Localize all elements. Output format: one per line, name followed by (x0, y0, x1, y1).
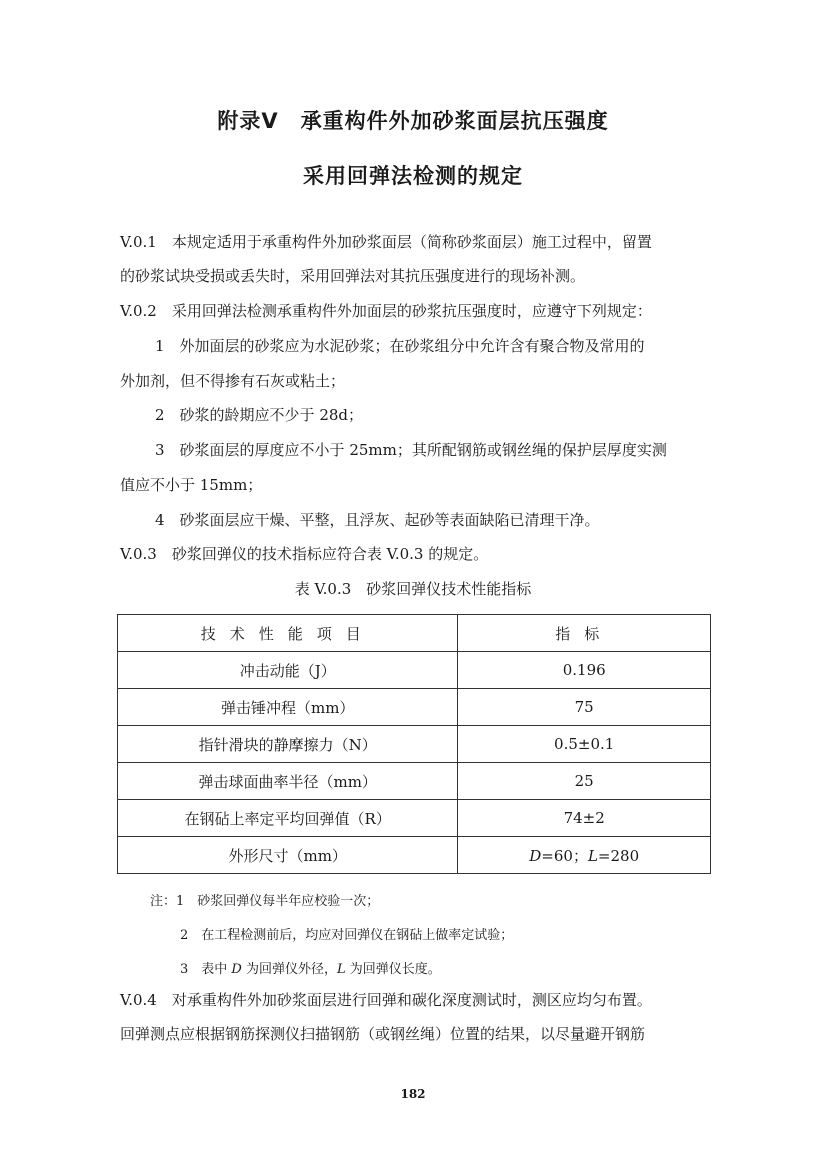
table-cell-item: 冲击动能（J） (118, 652, 458, 689)
symbol-l: L (587, 846, 598, 865)
spec-table (117, 614, 711, 874)
value-d: =60； (541, 846, 588, 865)
table-cell-value: 74±2 (458, 800, 711, 837)
value-l: =280 (597, 846, 640, 865)
table-note-1: 注：1 砂浆回弹仪每半年应校验一次； (150, 894, 380, 909)
item-4: 4 砂浆面层应干燥、平整，且浮灰、起砂等表面缺陷已清理干净。 (155, 511, 600, 529)
table-row (118, 689, 711, 726)
note3-text-a: 3 表中 (180, 962, 228, 977)
table-caption: 表 V.0.3 砂浆回弹仪技术性能指标 (294, 580, 532, 598)
item-3-line1: 3 砂浆面层的厚度应不小于 25mm；其所配钢筋或钢丝绳的保护层厚度实测 (155, 441, 667, 459)
table-header-item: 技术性能项目 (118, 615, 458, 652)
clause-v03: V.0.3 砂浆回弹仪的技术指标应符合表 V.0.3 的规定。 (120, 545, 489, 563)
item-1-line2: 外加剂，但不得掺有石灰或粘土； (120, 372, 346, 390)
clause-v02: V.0.2 采用回弹法检测承重构件外加面层的砂浆抗压强度时，应遵守下列规定： (120, 302, 652, 320)
table-row (118, 800, 711, 837)
table-row (118, 652, 711, 689)
table-cell-item: 弹击锤冲程（mm） (118, 689, 458, 726)
table-row (118, 837, 711, 874)
table-note-2: 2 在工程检测前后，均应对回弹仪在钢砧上做率定试验； (180, 928, 514, 943)
table-cell-value: 0.5±0.1 (458, 726, 711, 763)
table-cell-value: 75 (458, 689, 711, 726)
table-cell-value (458, 837, 711, 874)
table-cell-value: 0.196 (458, 652, 711, 689)
table-cell-item: 在钢砧上率定平均回弹值（R） (118, 800, 458, 837)
clause-v01-line1: V.0.1 本规定适用于承重构件外加砂浆面层（简称砂浆面层）施工过程中，留置 (120, 233, 652, 251)
item-2: 2 砂浆的龄期应不少于 28d； (155, 406, 364, 424)
item-3-line2: 值应不小于 15mm； (120, 476, 263, 494)
note3-symbol-d: D (231, 962, 242, 977)
table-cell-item: 弹击球面曲率半径（mm） (118, 763, 458, 800)
table-cell-item: 指针滑块的静摩擦力（N） (118, 726, 458, 763)
table-note-3 (180, 958, 441, 977)
symbol-d: D (529, 846, 542, 865)
table-cell-item: 外形尺寸（mm） (118, 837, 458, 874)
clause-v01-line2: 的砂浆试块受损或丢失时，采用回弹法对其抗压强度进行的现场补测。 (120, 267, 586, 285)
table-row (118, 726, 711, 763)
clause-v04-line1: V.0.4 对承重构件外加砂浆面层进行回弹和碳化深度测试时，测区应均匀布置。 (120, 991, 652, 1009)
note3-text-c: 为回弹仪长度。 (349, 962, 441, 977)
appendix-title-line1: 附录V 承重构件外加砂浆面层抗压强度 (217, 109, 609, 133)
clause-v04-line2: 回弹测点应根据钢筋探测仪扫描钢筋（或钢丝绳）位置的结果，以尽量避开钢筋 (120, 1025, 646, 1043)
note3-text-b: 为回弹仪外径， (246, 962, 338, 977)
table-row (118, 763, 711, 800)
table-header-value: 指标 (458, 615, 711, 652)
item-1-line1: 1 外加面层的砂浆应为水泥砂浆；在砂浆组分中允许含有聚合物及常用的 (155, 337, 645, 355)
appendix-title-line2: 采用回弹法检测的规定 (303, 164, 523, 188)
table-header-row (118, 615, 711, 652)
table-cell-value: 25 (458, 763, 711, 800)
page-number: 182 (400, 1087, 426, 1101)
note3-symbol-l: L (337, 962, 346, 977)
